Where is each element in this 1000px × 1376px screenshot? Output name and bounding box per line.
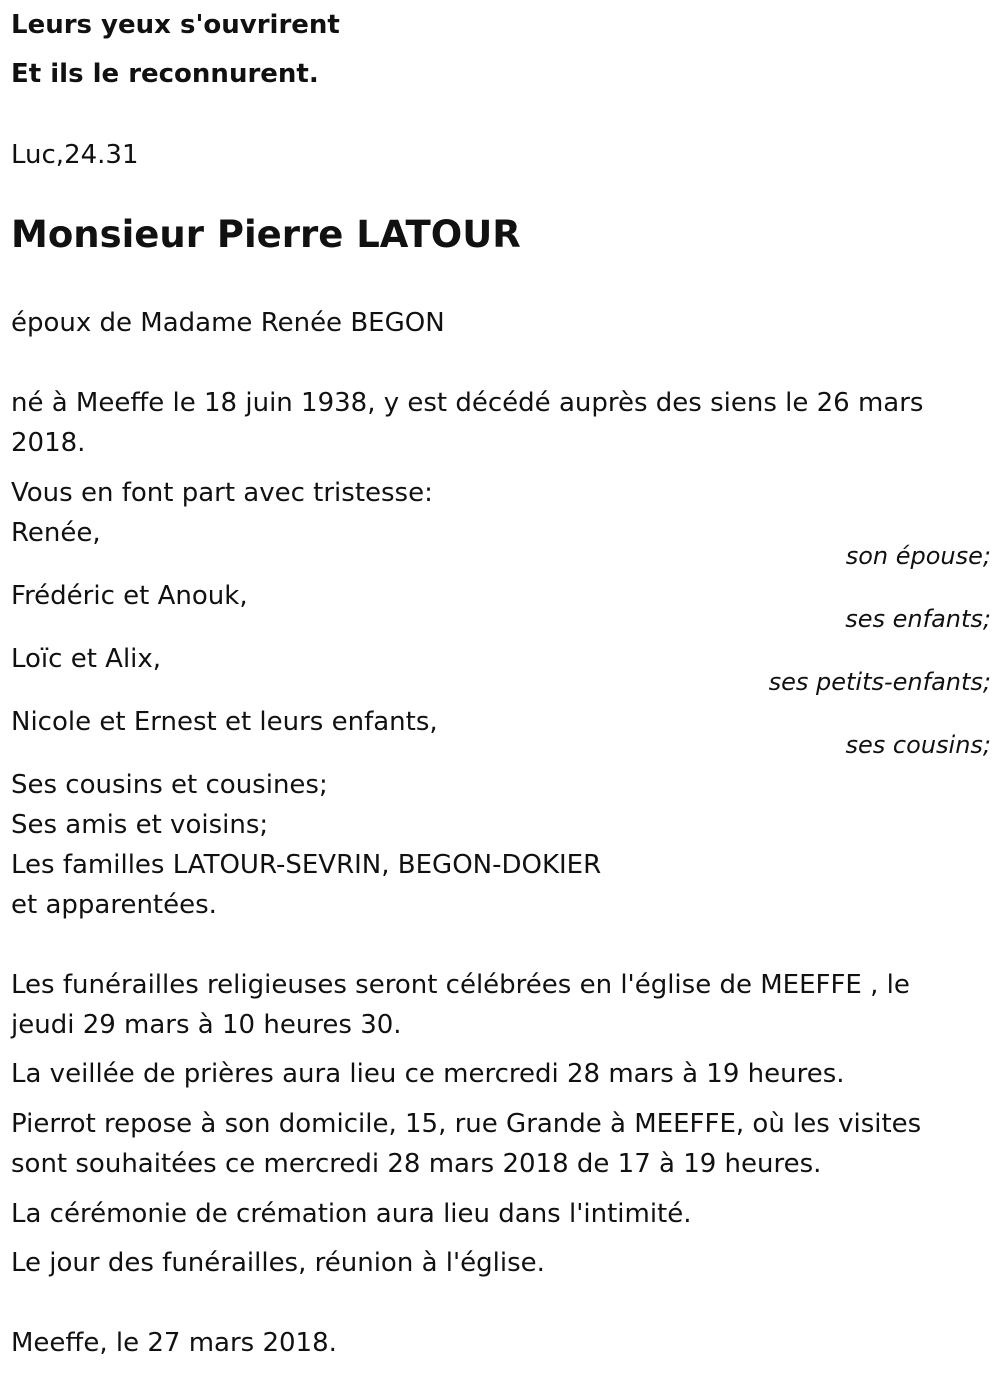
family-relation-4: ses cousins;: [845, 731, 991, 759]
announcement-intro: Vous en font part avec tristesse:: [11, 478, 433, 508]
epigraph-line-2: Et ils le reconnurent.: [11, 59, 319, 89]
family-relation-1: son épouse;: [845, 542, 991, 570]
others-line-3: Les familles LATOUR-SEVRIN, BEGON-DOKIER: [11, 850, 602, 880]
birth-death-line-1: né à Meeffe le 18 juin 1938, y est décédé auprès des siens le 26 mars: [11, 388, 924, 418]
others-line-4: et apparentées.: [11, 890, 217, 920]
family-names-2: Frédéric et Anouk,: [11, 581, 248, 611]
funeral-line-1: Les funérailles religieuses seront célébrées en l'église de MEEFFE , le: [11, 970, 910, 1000]
deceased-name: Monsieur Pierre LATOUR: [11, 213, 521, 256]
repose-line-1: Pierrot repose à son domicile, 15, rue Grande à MEEFFE, où les visites: [11, 1109, 922, 1139]
family-names-1: Renée,: [11, 518, 101, 548]
epigraph-reference: Luc,24.31: [11, 140, 139, 170]
family-names-3: Loïc et Alix,: [11, 644, 162, 674]
birth-death-line-2: 2018.: [11, 428, 86, 458]
funeral-line-2: jeudi 29 mars à 10 heures 30.: [11, 1010, 402, 1040]
others-line-2: Ses amis et voisins;: [11, 810, 269, 840]
vigil-line: La veillée de prières aura lieu ce mercredi 28 mars à 19 heures.: [11, 1059, 845, 1089]
family-names-4: Nicole et Ernest et leurs enfants,: [11, 707, 438, 737]
cremation-line: La cérémonie de crémation aura lieu dans l'intimité.: [11, 1199, 692, 1229]
epigraph-line-1: Leurs yeux s'ouvrirent: [11, 10, 340, 40]
family-relation-2: ses enfants;: [845, 605, 991, 633]
spouse-line: époux de Madame Renée BEGON: [11, 308, 445, 338]
repose-line-2: sont souhaitées ce mercredi 28 mars 2018 de 17 à 19 heures.: [11, 1149, 822, 1179]
closing-place-date: Meeffe, le 27 mars 2018.: [11, 1328, 337, 1358]
meeting-line: Le jour des funérailles, réunion à l'église.: [11, 1248, 545, 1278]
family-relation-3: ses petits-enfants;: [768, 668, 991, 696]
others-line-1: Ses cousins et cousines;: [11, 770, 328, 800]
